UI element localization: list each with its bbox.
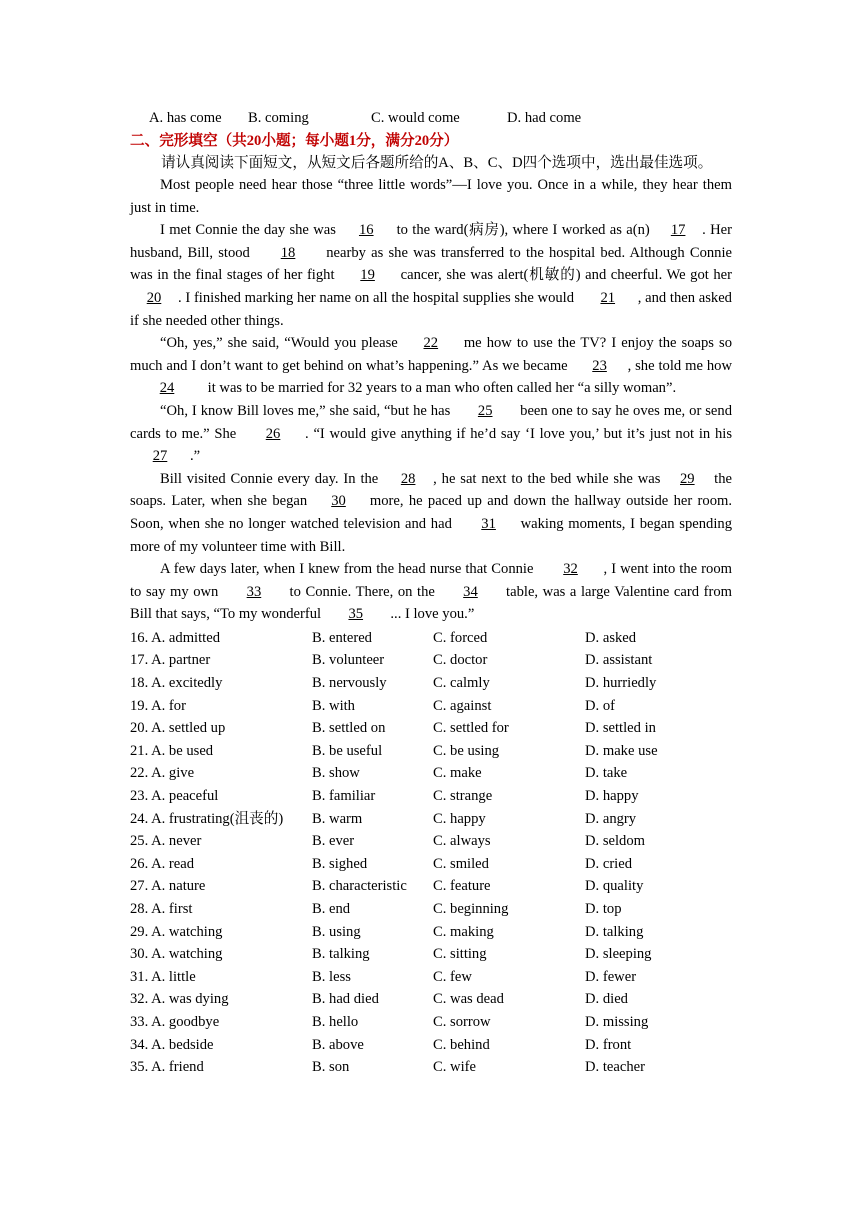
- question-row: [130, 627, 732, 650]
- passage-text: I met Connie the day she was: [160, 222, 341, 239]
- question-row: [130, 1034, 732, 1057]
- passage-text: , and then asked if she needed other things.: [130, 289, 732, 329]
- passage-text: .”: [190, 448, 201, 465]
- option-d: D. fewer: [585, 968, 637, 985]
- question-row: [130, 830, 732, 853]
- option-c: C. few: [433, 968, 472, 985]
- passage-paragraph-6: [130, 558, 732, 626]
- question-row: [130, 943, 732, 966]
- option-a: 31. A. little: [130, 968, 196, 985]
- question-row: [130, 740, 732, 763]
- option-c: C. settled for: [433, 720, 509, 737]
- option-d: D. make use: [585, 742, 658, 759]
- question-row: [130, 785, 732, 808]
- option-a: 25. A. never: [130, 833, 202, 850]
- option-d: D. died: [585, 991, 628, 1008]
- option-c: C. was dead: [433, 991, 504, 1008]
- question-row: [130, 762, 732, 785]
- blank-34: 34: [463, 583, 478, 600]
- passage-paragraph-2: [130, 219, 732, 332]
- option-c: C. sitting: [433, 946, 487, 963]
- section-title: 二、完形填空（共20小题；每小题1分，满分20分）: [130, 133, 459, 149]
- blank-20: 20: [146, 289, 162, 306]
- option-d: D. missing: [585, 1013, 649, 1030]
- passage-text: nearby as she was transferred to the hospital bed. Although Connie was in the final stages of her fight: [130, 244, 732, 284]
- option-a: 34. A. bedside: [130, 1036, 214, 1053]
- option-a: 26. A. read: [130, 855, 195, 872]
- option-a: 29. A. watching: [130, 923, 223, 940]
- passage-text: Bill visited Connie every day. In the: [160, 470, 384, 487]
- option-b: B. show: [312, 765, 360, 782]
- passage-text: “Oh, yes,” she said, “Would you please: [160, 335, 403, 352]
- option-c: C. strange: [433, 788, 493, 805]
- passage-text: . Her husband, Bill, stood: [130, 222, 732, 261]
- blank-28: 28: [400, 470, 416, 487]
- option-b: B. less: [312, 968, 351, 985]
- option-a: 16. A. admitted: [130, 629, 220, 646]
- blank-24: 24: [159, 380, 175, 397]
- option-d: D. front: [585, 1036, 632, 1053]
- passage-paragraph-3: [130, 332, 732, 400]
- question-row: [130, 672, 732, 695]
- blank-33: 33: [246, 583, 262, 600]
- option-b: B. son: [312, 1059, 350, 1076]
- option-c: C. feature: [433, 878, 491, 895]
- option-b: B. volunteer: [312, 652, 385, 669]
- passage-text: cancer, she was alert(机敏的) and cheerful. We got her: [396, 267, 733, 284]
- option-b: B. settled on: [312, 720, 386, 737]
- option-d: D. teacher: [585, 1059, 645, 1076]
- option-c: C. make: [433, 765, 482, 782]
- option-d: D. quality: [585, 878, 644, 895]
- passage-text: to Connie. There, on the: [284, 583, 440, 600]
- passage-text: ... I love you.”: [386, 606, 475, 623]
- option-d: D. settled in: [585, 720, 656, 737]
- blank-22: 22: [423, 335, 439, 352]
- option-c: C. would come: [371, 110, 460, 126]
- blank-18: 18: [280, 244, 296, 261]
- option-a: 28. A. first: [130, 901, 193, 917]
- option-a: 21. A. be used: [130, 742, 214, 759]
- passage-paragraph-5: [130, 468, 732, 558]
- question-row: [130, 966, 732, 989]
- option-c: C. smiled: [433, 855, 489, 872]
- passage-text: A few days later, when I knew from the head nurse that Connie: [160, 561, 538, 578]
- blank-32: 32: [563, 561, 578, 578]
- passage-text: . “I would give anything if he’d say ‘I love you,’ but it’s just not in his: [305, 425, 732, 442]
- blank-25: 25: [477, 402, 493, 419]
- option-b: B. entered: [312, 629, 372, 646]
- question-row: [130, 988, 732, 1011]
- blank-31: 31: [481, 515, 496, 532]
- option-a: 22. A. give: [130, 765, 195, 782]
- option-d: D. asked: [585, 629, 637, 646]
- passage-text: been one to say he oves me, or send cards to me.” She: [130, 402, 732, 442]
- option-b: B. characteristic: [312, 878, 407, 895]
- option-d: D. assistant: [585, 652, 653, 669]
- cloze-passage: [130, 174, 732, 626]
- passage-text: , I went into the room to say my own: [130, 561, 732, 600]
- option-b: B. above: [312, 1036, 364, 1053]
- option-c: C. happy: [433, 810, 486, 827]
- passage-text: it was to be married for 32 years to a man who often called her “a silly woman”.: [204, 380, 677, 397]
- option-d: D. sleeping: [585, 946, 652, 963]
- option-d: D. seldom: [585, 833, 645, 850]
- option-a: 33. A. goodbye: [130, 1013, 220, 1030]
- option-b: B. talking: [312, 946, 370, 963]
- question-row: [130, 1056, 732, 1079]
- blank-27: 27: [152, 448, 168, 465]
- option-d: D. angry: [585, 810, 637, 827]
- option-c: C. making: [433, 923, 494, 940]
- option-a: 17. A. partner: [130, 652, 211, 669]
- option-c: C. behind: [433, 1036, 490, 1053]
- passage-text: , she told me how: [627, 357, 732, 374]
- option-d: D. had come: [507, 110, 582, 126]
- blank-19: 19: [360, 267, 375, 284]
- option-b: B. end: [312, 901, 351, 917]
- option-c: C. beginning: [433, 901, 509, 917]
- option-a: 23. A. peaceful: [130, 788, 219, 805]
- question-row: [130, 649, 732, 672]
- question-row: [130, 853, 732, 876]
- option-a: 24. A. frustrating(沮丧的): [130, 810, 284, 827]
- passage-text: the soaps. Later, when she began: [130, 470, 732, 510]
- blank-26: 26: [265, 425, 281, 442]
- option-d: D. of: [585, 697, 615, 714]
- option-b: B. warm: [312, 810, 363, 827]
- option-b: B. had died: [312, 991, 379, 1008]
- option-b: B. coming: [248, 110, 309, 126]
- question-row: [130, 717, 732, 740]
- page-content: [130, 107, 732, 1079]
- passage-text: “Oh, I know Bill loves me,” she said, “but he has: [160, 402, 455, 419]
- option-c: C. wife: [433, 1059, 476, 1076]
- option-a: 35. A. friend: [130, 1059, 204, 1076]
- option-a: 27. A. nature: [130, 878, 206, 895]
- passage-text: table, was a large Valentine card from Bill that says, “To my wonderful: [130, 583, 732, 623]
- question-row: [130, 898, 732, 921]
- passage-text: me how to use the TV? I enjoy the soaps so much and I don’t want to get behind on what’s happening.” As we became: [130, 335, 732, 374]
- blank-29: 29: [680, 470, 695, 487]
- blank-17: 17: [670, 222, 686, 239]
- blank-30: 30: [331, 493, 346, 510]
- question-row: [130, 921, 732, 944]
- option-a: 19. A. for: [130, 697, 186, 714]
- option-c: C. forced: [433, 629, 488, 646]
- option-d: D. take: [585, 765, 628, 782]
- question-row: [130, 808, 732, 831]
- blank-35: 35: [348, 606, 364, 623]
- option-b: B. hello: [312, 1013, 359, 1030]
- option-d: D. talking: [585, 923, 644, 940]
- blank-16: 16: [358, 222, 374, 239]
- passage-text: to the ward(病房), where I worked as a(n): [392, 222, 655, 239]
- passage-paragraph-1: Most people need hear those “three little words”—I love you. Once in a while, they hear them just in time.: [130, 177, 732, 216]
- option-a: 32. A. was dying: [130, 991, 229, 1008]
- option-c: C. doctor: [433, 652, 488, 669]
- question-row: [130, 875, 732, 898]
- option-c: C. calmly: [433, 675, 490, 692]
- option-b: B. sighed: [312, 855, 368, 872]
- previous-question-options: [130, 107, 732, 129]
- passage-text: more, he paced up and down the hallway outside her room. Soon, when she no longer watched television and had: [130, 493, 732, 532]
- section-instruction: 请认真阅读下面短文，从短文后各题所给的A、B、C、D四个选项中，选出最佳选项。: [161, 155, 713, 171]
- option-d: D. top: [585, 901, 622, 917]
- option-d: D. happy: [585, 788, 639, 805]
- option-b: B. nervously: [312, 675, 387, 692]
- option-b: B. be useful: [312, 742, 383, 759]
- question-row: [130, 695, 732, 718]
- passage-text: waking moments, I began spending more of my volunteer time with Bill.: [130, 515, 732, 555]
- option-a: A. has come: [149, 110, 222, 126]
- passage-paragraph-4: [130, 400, 732, 468]
- option-c: C. against: [433, 697, 492, 714]
- option-a: 30. A. watching: [130, 946, 223, 963]
- option-d: D. cried: [585, 855, 633, 872]
- option-c: C. be using: [433, 742, 500, 759]
- passage-text: . I finished marking her name on all the hospital supplies she would: [178, 289, 578, 306]
- option-d: D. hurriedly: [585, 675, 657, 692]
- question-options-list: [130, 627, 732, 1079]
- option-c: C. always: [433, 833, 491, 850]
- passage-text: , he sat next to the bed while she was: [433, 470, 666, 487]
- option-b: B. using: [312, 923, 361, 940]
- option-b: B. familiar: [312, 788, 376, 805]
- option-c: C. sorrow: [433, 1013, 491, 1030]
- blank-21: 21: [600, 289, 616, 306]
- question-row: [130, 1011, 732, 1034]
- option-a: 18. A. excitedly: [130, 675, 223, 692]
- option-b: B. ever: [312, 833, 355, 850]
- blank-23: 23: [592, 357, 607, 374]
- option-a: 20. A. settled up: [130, 720, 226, 737]
- option-b: B. with: [312, 697, 355, 714]
